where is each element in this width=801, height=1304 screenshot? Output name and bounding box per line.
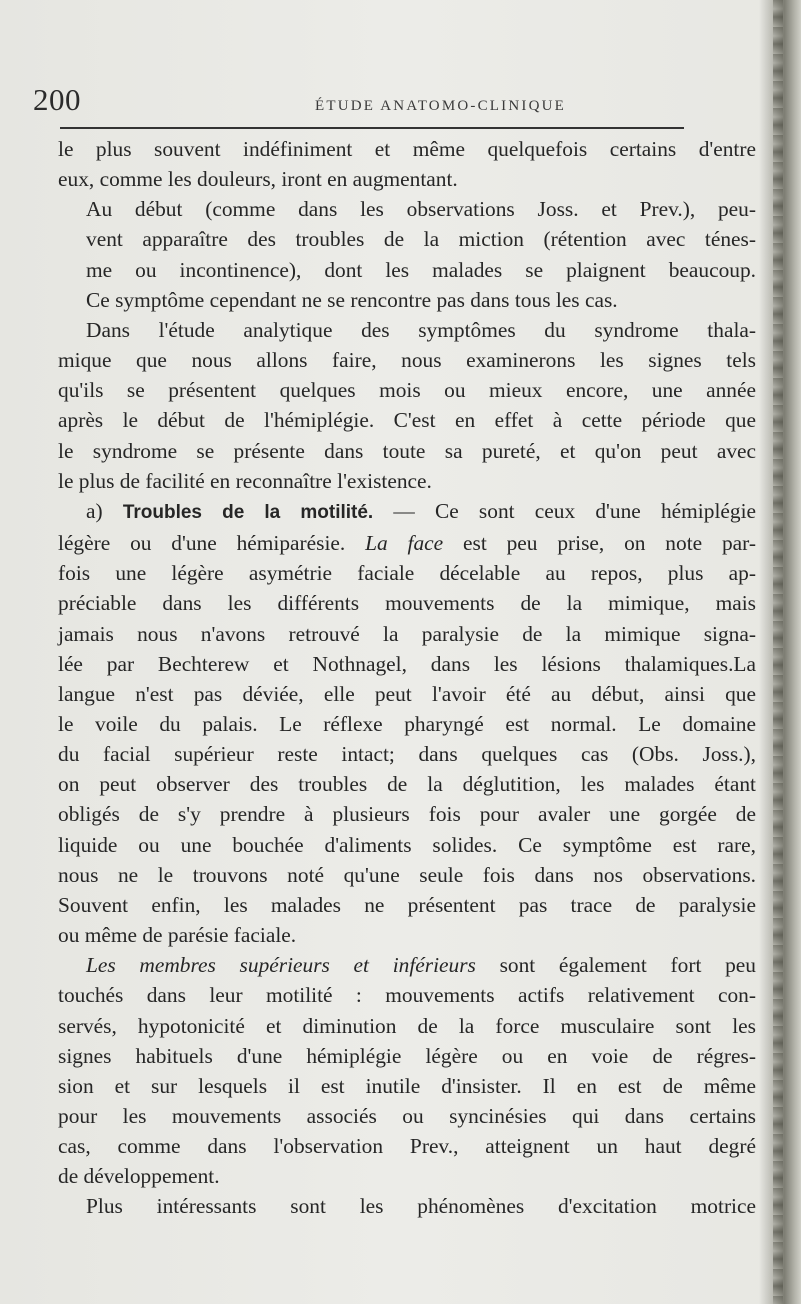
text-line: mique que nous allons faire, nous examinerons les signes tels [58, 348, 756, 373]
text-line: le voile du palais. Le réflexe pharyngé est normal. Le domaine [58, 711, 756, 736]
text-line: jamais nous n'avons retrouvé la paralysie de la mimique signa- [58, 621, 756, 646]
paragraph-1 [58, 134, 756, 194]
text-line: le syndrome se présente dans toute sa pureté, et qu'on peut avec [58, 438, 756, 463]
text-line: Les membres supérieurs et inférieurs sont également fort peu [86, 953, 756, 978]
text-line: sion et sur lesquels il est inutile d'insister. Il en est de même [58, 1073, 756, 1098]
text-line: de développement. [58, 1164, 220, 1189]
text-line: le plus de facilité en reconnaître l'existence. [58, 468, 432, 493]
text-line: vent apparaître des troubles de la miction (rétention avec ténes- [86, 227, 756, 252]
text-line: Plus intéressants sont les phénomènes d'excitation motrice [86, 1194, 756, 1219]
header-rule [60, 127, 684, 129]
text-line: pour les mouvements associés ou syncinésies qui dans certains [58, 1104, 756, 1128]
page-binding-edge [759, 0, 801, 1304]
paragraph-2 [58, 194, 756, 315]
section-lead: a) [86, 498, 123, 523]
text-line: le plus souvent indéfiniment et même quelquefois certains d'entre [58, 137, 756, 161]
body-text [58, 134, 756, 1222]
italic-term: La face [365, 531, 444, 556]
text-line [58, 496, 756, 528]
text-line: légère ou d'une hémiparésie. La face est peu prise, on note par- [58, 531, 756, 556]
section-heading: Troubles de la motilité. [122, 501, 374, 523]
paragraph-4 [58, 496, 756, 950]
text-line: me ou incontinence), dont les malades se plaignent beaucoup. [86, 257, 756, 282]
text-line: après le début de l'hémiplégie. C'est en effet à cette période que [58, 408, 756, 433]
text-line: obligés de s'y prendre à plusieurs fois pour avaler une gorgée de [58, 802, 756, 827]
paragraph-3 [58, 315, 756, 496]
text-line: langue n'est pas déviée, elle peut l'avoir été au début, ainsi que [58, 681, 756, 706]
paragraph-6 [58, 1191, 756, 1221]
text-line: on peut observer des troubles de la déglutition, les malades étant [58, 772, 756, 797]
text-line: qu'ils se présentent quelques mois ou mieux encore, une année [58, 378, 756, 403]
text-line: signes habituels d'une hémiplégie légère ou en voie de régres- [58, 1043, 756, 1068]
text-line: Souvent enfin, les malades ne présentent pas trace de paralysie [58, 892, 756, 917]
page-number: 200 [33, 82, 81, 117]
text-line: du facial supérieur reste intact; dans quelques cas (Obs. Joss.), [58, 742, 756, 767]
running-title: ÉTUDE ANATOMO-CLINIQUE [314, 98, 567, 114]
text-line: nous ne le trouvons noté qu'une seule fois dans nos observations. [58, 862, 756, 887]
text-line: liquide ou une bouchée d'aliments solides. Ce symptôme est rare, [58, 832, 756, 857]
italic-term: Les membres supérieurs et inférieurs [86, 953, 476, 978]
text-line: servés, hypotonicité et diminution de la force musculaire sont les [58, 1013, 756, 1038]
text-line: Ce symptôme cependant ne se rencontre pas dans tous les cas. [86, 287, 618, 312]
text-line: touchés dans leur motilité : mouvements actifs relativement con- [58, 983, 756, 1008]
text-line: eux, comme les douleurs, iront en augmentant. [58, 167, 458, 192]
text-line: Dans l'étude analytique des symptômes du syndrome thala- [86, 317, 756, 342]
section-lead-rest: — Ce sont ceux d'une hémiplégie [373, 498, 757, 523]
text-line: ou même de parésie faciale. [58, 923, 297, 948]
text-line: préciable dans les différents mouvements de la mimique, mais [58, 591, 756, 616]
text-line: cas, comme dans l'observation Prev., atteignent un haut degré [58, 1134, 756, 1159]
paragraph-5 [58, 950, 756, 1191]
text-line: Au début (comme dans les observations Joss. et Prev.), peu- [86, 197, 756, 222]
text-line: fois une légère asymétrie faciale décelable au repos, plus ap- [58, 561, 756, 586]
text-line: lée par Bechterew et Nothnagel, dans les lésions thalamiques.La [58, 651, 756, 676]
